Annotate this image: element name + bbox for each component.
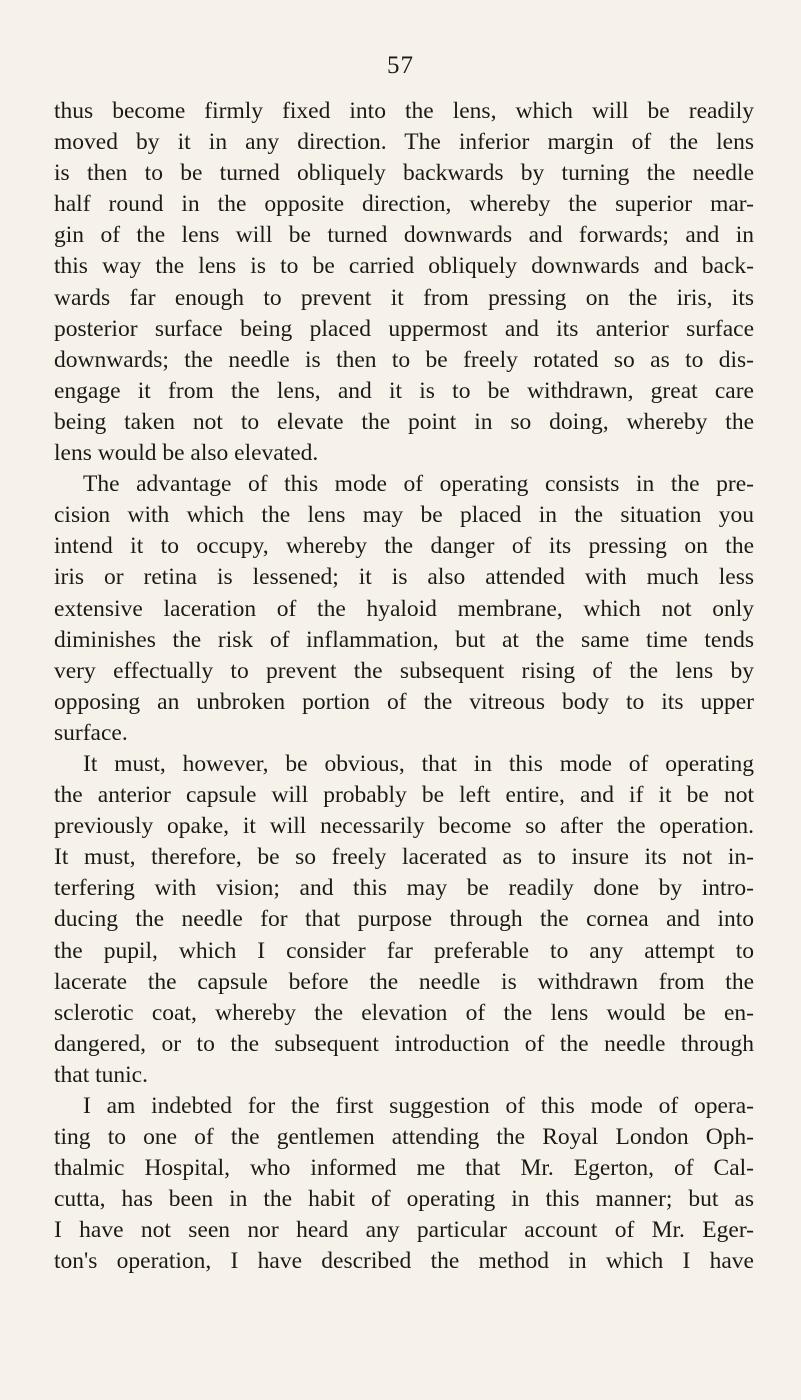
text-line: is then to be turned obliquely backwards by turning the needle (54, 160, 754, 187)
text-line: opposing an unbroken portion of the vitreous body to its upper (54, 688, 754, 715)
text-line: the pupil, which I consider far preferable to any attempt to (54, 937, 754, 964)
text-line: intend it to occupy, whereby the danger of its pressing on the (54, 533, 754, 560)
text-line: gin of the lens will be turned downwards and forwards; and in (54, 222, 754, 249)
text-line: thalmic Hospital, who informed me that Mr. Egerton, of Cal- (54, 1155, 754, 1182)
text-line: cision with which the lens may be placed in the situation you (54, 502, 754, 529)
text-line: I have not seen nor heard any particular account of Mr. Eger- (54, 1217, 754, 1244)
text-line: It must, therefore, be so freely lacerated as to insure its not in- (54, 844, 754, 871)
text-line: iris or retina is lessened; it is also attended with much less (54, 564, 754, 591)
text-line: ting to one of the gentlemen attending the Royal London Oph- (54, 1124, 754, 1151)
text-line: this way the lens is to be carried obliquely downwards and back- (54, 253, 754, 280)
text-line: It must, however, be obvious, that in this mode of operating (83, 750, 754, 777)
text-line: dangered, or to the subsequent introduction of the needle through (54, 1030, 754, 1057)
text-line: extensive laceration of the hyaloid membrane, which not only (54, 595, 754, 622)
text-line: lens would be also elevated. (54, 440, 319, 467)
text-line: I am indebted for the first suggestion of this mode of opera- (83, 1093, 754, 1119)
text-line: downwards; the needle is then to be freely rotated so as to dis- (54, 346, 754, 373)
text-line: moved by it in any direction. The inferior margin of the lens (54, 129, 754, 156)
text-line: terfering with vision; and this may be readily done by intro- (54, 875, 754, 902)
text-line: diminishes the risk of inflammation, but at the same time tends (54, 626, 754, 653)
body-text (54, 96, 754, 1278)
text-line: ducing the needle for that purpose through the cornea and into (54, 906, 754, 933)
text-line: thus become firmly fixed into the lens, which will be readily (54, 98, 754, 124)
text-line: ton's operation, I have described the method in which I have (54, 1248, 754, 1275)
text-line: posterior surface being placed uppermost and its anterior surface (54, 315, 754, 342)
text-line: The advantage of this mode of operating consists in the pre- (83, 471, 754, 498)
text-line: cutta, has been in the habit of operating in this manner; but as (54, 1186, 754, 1213)
page-number: 57 (387, 52, 414, 79)
text-line: the anterior capsule will probably be left entire, and if it be not (54, 782, 754, 809)
text-line: very effectually to prevent the subsequent rising of the lens by (54, 657, 754, 684)
text-line: lacerate the capsule before the needle is withdrawn from the (54, 968, 754, 995)
text-line: wards far enough to prevent it from pressing on the iris, its (54, 284, 754, 311)
text-line: being taken not to elevate the point in so doing, whereby the (54, 408, 754, 435)
text-line: that tunic. (54, 1061, 148, 1088)
text-line: surface. (54, 719, 128, 746)
text-line: engage it from the lens, and it is to be withdrawn, great care (54, 377, 754, 404)
text-line: previously opake, it will necessarily become so after the operation. (54, 813, 754, 840)
text-line: sclerotic coat, whereby the elevation of the lens would be en- (54, 999, 754, 1026)
text-line: half round in the opposite direction, whereby the superior mar- (54, 191, 754, 218)
